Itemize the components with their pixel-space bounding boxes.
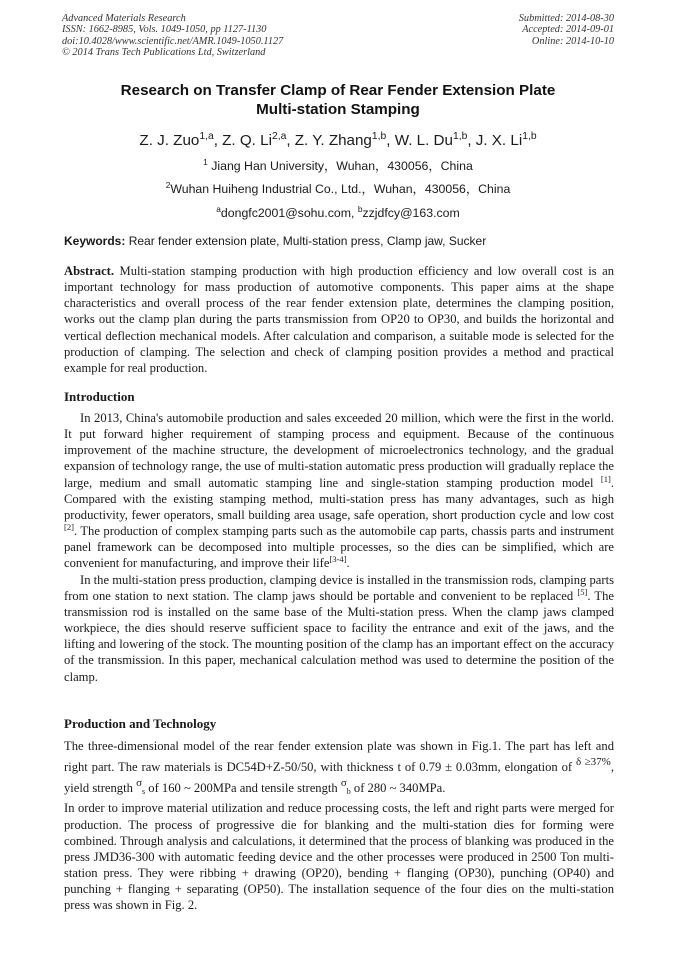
abstract <box>64 263 614 376</box>
email-mark: a <box>216 203 221 214</box>
paragraph-text: , yield strength <box>64 760 615 796</box>
paragraph-text: In the multi-station press production, clamping device is installed in the transmission rods, clamping parts from one station to next station. The clamp jaws should be portable and convenient to be replaced <box>64 572 614 603</box>
paragraph-text: . Compared with the existing stamping method, multi-station press has many advantages, such as high productivity, fewer operators, small building area usage, safe operation, short production cycle and low cost <box>64 475 614 522</box>
paragraph: In order to improve material utilization and reduce processing costs, the left and right parts were merged for production. The process of progressive die for blanking and the multi-station dies for forming were combined. Through analysis and calculations, it determined that the process of blanking was produced in the press JMD36-300 with automatic feeding device and the other processes were produced in 2500 Ton multi-station press. They were ribbing + drawing (OP20), bending + flanging (OP30), punching (OP40) and punching + flanging + separating (OP50). The installation sequence of the four dies on the multi-station press was shown in Fig. 2. <box>64 801 614 913</box>
submitted-date: Submitted: 2014-08-30 <box>518 13 614 24</box>
paragraph-text: . The production of complex stamping parts such as the automobile cap parts, chassis parts and instrument panel framework can be decomposed into multiple processes, so the dies can be simplified, which are convenient for manufacturing, and improve their life <box>64 524 614 571</box>
dates-header <box>519 13 614 47</box>
citation: [1] <box>600 473 611 484</box>
paper-title <box>62 81 614 119</box>
citation: [2] <box>64 521 74 532</box>
author-emails <box>62 205 614 221</box>
author-affiliation-mark: 1,b <box>522 130 537 142</box>
accepted-date: Accepted: 2014-09-01 <box>522 24 614 36</box>
elongation-symbol: δ ≥37% <box>575 756 611 769</box>
paragraph <box>64 738 614 800</box>
paragraph-text: of 160 ~ 200MPa and tensile strength <box>145 781 341 796</box>
affiliation-2 <box>62 181 614 197</box>
journal-name: Advanced Materials Research <box>62 13 186 24</box>
author-list: Z. J. Zuo$^{1,a}$, Z. Q. Li$^{2,a}$, Z. Y. Zhang$^{1,b}$, W. L. Du$^{1,b}$, J. X. Li$^{1,b}$ <box>139 130 537 149</box>
sigma-subscript: s <box>142 787 146 797</box>
copyright-line: © 2014 Trans Tech Publications Ltd, Switzerland <box>62 46 266 58</box>
paragraph-text: . The transmission rod is installed on the same base of the Multi-station press. When the clamp jaws clamped workpiece, the dies should reserve sufficient space to facility the entrance and exit of the jaws, and the lifting and lowering of the stock. The mounting position of the clamp has an important effect on the accuracy of the transmission. In this paper, mechanical calculation method was used to determine the position of the clamp. <box>64 588 614 684</box>
sigma-symbol: σ <box>136 777 142 790</box>
paragraph-text: In 2013, China's automobile production and sales exceeded 20 million, which were the first in the world. It put forward higher requirement of stamping process and equipment. Because of the continuous improvement of the machine structure, the development of microelectronics technology, and the gradual expansion of technology range, the use of multi-station automatic press production will gradually replace the large, medium and small automatic stamping line and single-station stamping production model <box>64 411 614 490</box>
affiliation-text: Jiang Han University，Wuhan，430056，China <box>207 159 473 173</box>
issn-line: ISSN: 1662-8985, Vols. 1049-1050, pp 1127-1130 <box>62 24 267 36</box>
paragraph-text: of 280 ~ 340MPa. <box>350 781 446 796</box>
email-mark: b <box>357 203 363 214</box>
author-name: Z. Q. Li <box>222 132 272 149</box>
author-name: Z. J. Zuo <box>139 132 200 149</box>
paragraph-text: . <box>346 556 350 571</box>
online-date: Online: 2014-10-10 <box>531 35 614 47</box>
doi-line: doi:10.4028/www.scientific.net/AMR.1049-1050.1127 <box>62 35 284 47</box>
section-heading-production: Production and Technology <box>64 716 217 731</box>
abstract-text: Multi-station stamping production with high production efficiency and low overall cost is an important technology for mass production of automotive components. This paper aims at the shape characteristics and overall process of the rear fender extension plate, determines the clamping position, works out the clamp plan during the parts transmission from OP20 to OP30, and builds the horizontal and vertical deflection mechanical models. After calculation and comparison, a suitable mode is selected for the production of clamping. The selection and check of clamping position provides a method and practical example for real production. <box>64 264 614 375</box>
paragraph-text: The three-dimensional model of the rear fender extension plate was shown in Fig.1. The part has left and right part. The raw materials is DC54D+Z-50/50, with thickness t of 0.79 ± 0.03mm, elongation of <box>64 739 614 775</box>
affiliation-mark: 2 <box>165 179 171 190</box>
author-name: Z. Y. Zhang <box>294 132 372 149</box>
sigma-subscript: b <box>346 787 351 797</box>
title-line-1: Research on Transfer Clamp of Rear Fender Extension Plate <box>120 82 556 99</box>
introduction-body <box>64 410 614 685</box>
keywords <box>64 233 614 249</box>
sigma-symbol: σ <box>340 777 347 790</box>
keywords-label: Keywords: <box>64 234 126 248</box>
citation: [3-4] <box>329 554 347 565</box>
keywords-text: Rear fender extension plate, Multi-station press, Clamp jaw, Sucker <box>125 234 487 248</box>
section-heading-introduction: Introduction <box>64 389 135 404</box>
paragraph <box>64 572 614 685</box>
author-affiliation-mark: 1,a <box>199 130 214 142</box>
paragraph <box>64 410 614 572</box>
author-affiliation-mark: 2,a <box>271 130 287 142</box>
author-affiliation-mark: 1,b <box>452 130 468 142</box>
title-line-2: Multi-station Stamping <box>256 101 420 118</box>
affiliation-1 <box>62 158 614 174</box>
production-body <box>64 738 614 914</box>
author-name: J. X. Li <box>475 132 523 149</box>
email-b: zzjdfcy@163.com <box>362 206 460 220</box>
author-affiliation-mark: 1,b <box>371 130 387 142</box>
author-name: W. L. Du <box>394 132 453 149</box>
affiliation-text: Wuhan Huiheng Industrial Co., Ltd.，Wuhan，430056，China <box>170 182 511 196</box>
abstract-label: Abstract. <box>64 264 115 278</box>
citation: [5] <box>577 586 588 597</box>
journal-header <box>62 13 283 58</box>
email-a: dongfc2001@sohu.com, <box>220 206 358 220</box>
affiliation-mark: 1 <box>203 156 208 167</box>
